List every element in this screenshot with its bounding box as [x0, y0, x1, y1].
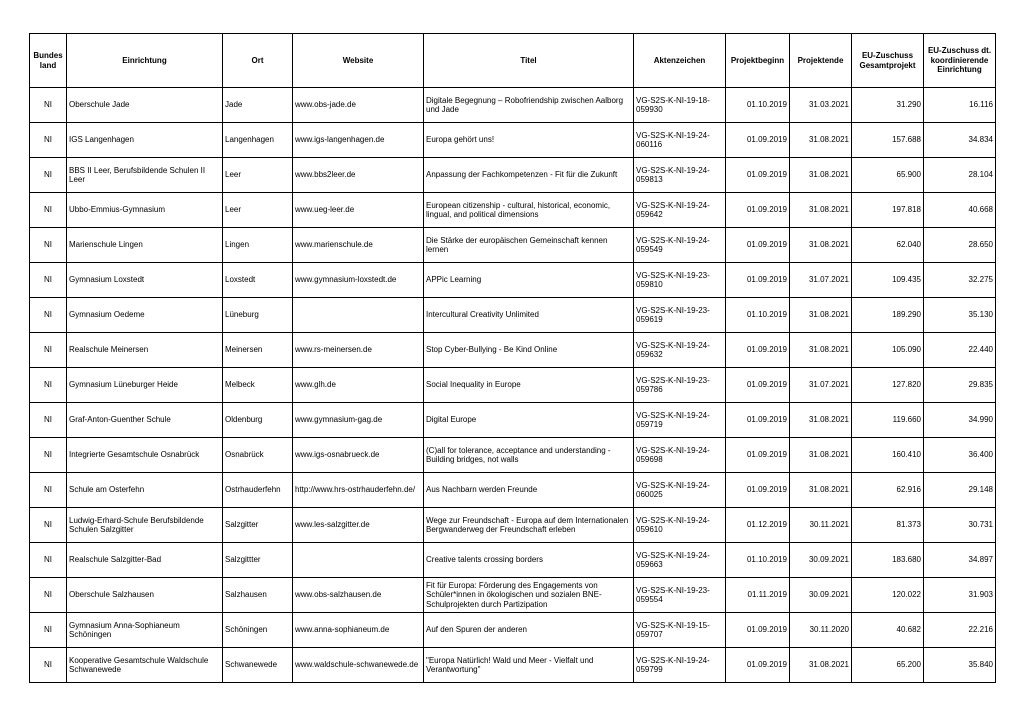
cell-ort: Schöningen — [223, 613, 293, 648]
cell-ort: Osnabrück — [223, 438, 293, 473]
cell-website: www.les-salzgitter.de — [293, 508, 424, 543]
cell-projektende: 31.08.2021 — [790, 473, 852, 508]
cell-aktenzeichen: VG-S2S-K-NI-19-23-059810 — [634, 263, 726, 298]
cell-aktenzeichen: VG-S2S-K-NI-19-23-059786 — [634, 368, 726, 403]
table-row — [30, 648, 996, 683]
cell-projektende: 30.11.2020 — [790, 613, 852, 648]
cell-projektbeginn: 01.10.2019 — [726, 88, 790, 123]
cell-einrichtung: BBS II Leer, Berufsbildende Schulen II Leer — [67, 158, 223, 193]
cell-projektende: 31.08.2021 — [790, 158, 852, 193]
cell-bundesland: NI — [30, 158, 67, 193]
cell-eu-zuschuss-koordinierend: 28.650 — [924, 228, 996, 263]
cell-projektende: 31.08.2021 — [790, 403, 852, 438]
cell-einrichtung: Graf-Anton-Guenther Schule — [67, 403, 223, 438]
table-row — [30, 298, 996, 333]
cell-projektende: 31.08.2021 — [790, 333, 852, 368]
cell-eu-zuschuss-koordinierend: 30.731 — [924, 508, 996, 543]
cell-titel: Social Inequality in Europe — [424, 368, 634, 403]
cell-aktenzeichen: VG-S2S-K-NI-19-24-059698 — [634, 438, 726, 473]
cell-ort: Salzgittter — [223, 543, 293, 578]
cell-projektende: 30.09.2021 — [790, 578, 852, 613]
cell-website: www.igs-osnabrueck.de — [293, 438, 424, 473]
cell-bundesland: NI — [30, 88, 67, 123]
cell-einrichtung: Schule am Osterfehn — [67, 473, 223, 508]
cell-website: www.bbs2leer.de — [293, 158, 424, 193]
table-row — [30, 403, 996, 438]
cell-projektbeginn: 01.09.2019 — [726, 473, 790, 508]
cell-website: www.obs-jade.de — [293, 88, 424, 123]
table-row — [30, 473, 996, 508]
cell-ort: Leer — [223, 158, 293, 193]
cell-titel: Digitale Begegnung – Robofriendship zwischen Aalborg und Jade — [424, 88, 634, 123]
cell-bundesland: NI — [30, 578, 67, 613]
cell-aktenzeichen: VG-S2S-K-NI-19-24-059632 — [634, 333, 726, 368]
cell-ort: Leer — [223, 193, 293, 228]
cell-titel: Wege zur Freundschaft - Europa auf dem Internationalen Bergwanderweg der Freundschaft erleben — [424, 508, 634, 543]
cell-einrichtung: Gymnasium Oedeme — [67, 298, 223, 333]
cell-eu-zuschuss-gesamt: 62.040 — [852, 228, 924, 263]
cell-aktenzeichen: VG-S2S-K-NI-19-24-060116 — [634, 123, 726, 158]
cell-ort: Lingen — [223, 228, 293, 263]
cell-eu-zuschuss-gesamt: 189.290 — [852, 298, 924, 333]
cell-bundesland: NI — [30, 613, 67, 648]
header-projektende: Projektende — [790, 34, 852, 88]
cell-bundesland: NI — [30, 473, 67, 508]
table-body — [30, 88, 996, 683]
cell-eu-zuschuss-gesamt: 127.820 — [852, 368, 924, 403]
cell-projektende: 31.08.2021 — [790, 123, 852, 158]
cell-ort: Jade — [223, 88, 293, 123]
cell-einrichtung: Ubbo-Emmius-Gymnasium — [67, 193, 223, 228]
cell-einrichtung: IGS Langenhagen — [67, 123, 223, 158]
cell-eu-zuschuss-gesamt: 183.680 — [852, 543, 924, 578]
cell-titel: Europa gehört uns! — [424, 123, 634, 158]
cell-bundesland: NI — [30, 263, 67, 298]
cell-projektende: 31.07.2021 — [790, 263, 852, 298]
cell-aktenzeichen: VG-S2S-K-NI-19-24-059549 — [634, 228, 726, 263]
table-row — [30, 228, 996, 263]
cell-eu-zuschuss-gesamt: 40.682 — [852, 613, 924, 648]
cell-aktenzeichen: VG-S2S-K-NI-19-24-059642 — [634, 193, 726, 228]
cell-ort: Ostrhauderfehn — [223, 473, 293, 508]
cell-projektbeginn: 01.12.2019 — [726, 508, 790, 543]
cell-titel: (C)all for tolerance, acceptance and understanding - Building bridges, not walls — [424, 438, 634, 473]
cell-projektbeginn: 01.09.2019 — [726, 403, 790, 438]
cell-aktenzeichen: VG-S2S-K-NI-19-24-059799 — [634, 648, 726, 683]
cell-bundesland: NI — [30, 123, 67, 158]
cell-projektbeginn: 01.11.2019 — [726, 578, 790, 613]
table-row — [30, 368, 996, 403]
cell-eu-zuschuss-koordinierend: 31.903 — [924, 578, 996, 613]
cell-titel: Intercultural Creativity Unlimited — [424, 298, 634, 333]
table-row — [30, 123, 996, 158]
cell-bundesland: NI — [30, 333, 67, 368]
cell-eu-zuschuss-koordinierend: 29.835 — [924, 368, 996, 403]
table-row — [30, 508, 996, 543]
cell-bundesland: NI — [30, 368, 67, 403]
cell-eu-zuschuss-gesamt: 160.410 — [852, 438, 924, 473]
cell-einrichtung: Oberschule Salzhausen — [67, 578, 223, 613]
cell-projektbeginn: 01.09.2019 — [726, 123, 790, 158]
cell-titel: European citizenship - cultural, historical, economic, lingual, and political dimensions — [424, 193, 634, 228]
cell-einrichtung: Kooperative Gesamtschule Waldschule Schwanewede — [67, 648, 223, 683]
cell-ort: Schwanewede — [223, 648, 293, 683]
cell-projektende: 31.08.2021 — [790, 193, 852, 228]
cell-einrichtung: Ludwig-Erhard-Schule Berufsbildende Schulen Salzgitter — [67, 508, 223, 543]
cell-ort: Oldenburg — [223, 403, 293, 438]
cell-projektbeginn: 01.10.2019 — [726, 298, 790, 333]
cell-projektende: 31.08.2021 — [790, 438, 852, 473]
table-row — [30, 438, 996, 473]
cell-titel: Aus Nachbarn werden Freunde — [424, 473, 634, 508]
cell-eu-zuschuss-koordinierend: 28.104 — [924, 158, 996, 193]
header-ort: Ort — [223, 34, 293, 88]
cell-einrichtung: Gymnasium Anna-Sophianeum Schöningen — [67, 613, 223, 648]
cell-aktenzeichen: VG-S2S-K-NI-19-24-060025 — [634, 473, 726, 508]
cell-projektende: 31.03.2021 — [790, 88, 852, 123]
cell-aktenzeichen: VG-S2S-K-NI-19-24-059813 — [634, 158, 726, 193]
table-row — [30, 333, 996, 368]
cell-projektbeginn: 01.09.2019 — [726, 613, 790, 648]
cell-projektbeginn: 01.09.2019 — [726, 333, 790, 368]
cell-aktenzeichen: VG-S2S-K-NI-19-23-059554 — [634, 578, 726, 613]
cell-ort: Melbeck — [223, 368, 293, 403]
cell-einrichtung: Marienschule Lingen — [67, 228, 223, 263]
header-projektbeginn: Projektbeginn — [726, 34, 790, 88]
cell-eu-zuschuss-koordinierend: 40.668 — [924, 193, 996, 228]
header-eu-zuschuss-koordinierend: EU-Zuschuss dt. koordinierende Einrichtung — [924, 34, 996, 88]
cell-ort: Salzgitter — [223, 508, 293, 543]
cell-eu-zuschuss-koordinierend: 34.897 — [924, 543, 996, 578]
cell-eu-zuschuss-gesamt: 62.916 — [852, 473, 924, 508]
cell-aktenzeichen: VG-S2S-K-NI-19-15-059707 — [634, 613, 726, 648]
header-titel: Titel — [424, 34, 634, 88]
cell-titel: Creative talents crossing borders — [424, 543, 634, 578]
header-row — [30, 34, 996, 88]
cell-eu-zuschuss-koordinierend: 16.116 — [924, 88, 996, 123]
cell-eu-zuschuss-gesamt: 65.900 — [852, 158, 924, 193]
cell-bundesland: NI — [30, 508, 67, 543]
cell-eu-zuschuss-gesamt: 109.435 — [852, 263, 924, 298]
cell-eu-zuschuss-gesamt: 119.660 — [852, 403, 924, 438]
cell-website: http://www.hrs-ostrhauderfehn.de/ — [293, 473, 424, 508]
cell-titel: APPic Learning — [424, 263, 634, 298]
header-aktenzeichen: Aktenzeichen — [634, 34, 726, 88]
cell-titel: Digital Europe — [424, 403, 634, 438]
cell-aktenzeichen: VG-S2S-K-NI-19-24-059610 — [634, 508, 726, 543]
cell-projektbeginn: 01.09.2019 — [726, 193, 790, 228]
cell-ort: Meinersen — [223, 333, 293, 368]
cell-website: www.ueg-leer.de — [293, 193, 424, 228]
table-row — [30, 613, 996, 648]
cell-eu-zuschuss-koordinierend: 36.400 — [924, 438, 996, 473]
cell-titel: Anpassung der Fachkompetenzen - Fit für die Zukunft — [424, 158, 634, 193]
cell-projektende: 31.08.2021 — [790, 298, 852, 333]
cell-eu-zuschuss-gesamt: 81.373 — [852, 508, 924, 543]
cell-website: www.obs-salzhausen.de — [293, 578, 424, 613]
header-eu-zuschuss-gesamt: EU-Zuschuss Gesamtprojekt — [852, 34, 924, 88]
cell-ort: Langenhagen — [223, 123, 293, 158]
cell-website: www.marienschule.de — [293, 228, 424, 263]
cell-einrichtung: Gymnasium Lüneburger Heide — [67, 368, 223, 403]
cell-website: www.waldschule-schwanewede.de — [293, 648, 424, 683]
cell-website: www.glh.de — [293, 368, 424, 403]
cell-eu-zuschuss-koordinierend: 22.440 — [924, 333, 996, 368]
cell-aktenzeichen: VG-S2S-K-NI-19-23-059619 — [634, 298, 726, 333]
cell-bundesland: NI — [30, 403, 67, 438]
cell-projektbeginn: 01.09.2019 — [726, 438, 790, 473]
cell-einrichtung: Realschule Salzgitter-Bad — [67, 543, 223, 578]
cell-eu-zuschuss-koordinierend: 29.148 — [924, 473, 996, 508]
cell-eu-zuschuss-gesamt: 31.290 — [852, 88, 924, 123]
table-row — [30, 263, 996, 298]
cell-website: www.anna-sophianeum.de — [293, 613, 424, 648]
table-row — [30, 543, 996, 578]
cell-aktenzeichen: VG-S2S-K-NI-19-24-059663 — [634, 543, 726, 578]
cell-projektende: 30.11.2021 — [790, 508, 852, 543]
cell-website: www.rs-meinersen.de — [293, 333, 424, 368]
cell-bundesland: NI — [30, 298, 67, 333]
cell-aktenzeichen: VG-S2S-K-NI-19-18-059930 — [634, 88, 726, 123]
cell-aktenzeichen: VG-S2S-K-NI-19-24-059719 — [634, 403, 726, 438]
cell-eu-zuschuss-koordinierend: 22.216 — [924, 613, 996, 648]
cell-eu-zuschuss-koordinierend: 32.275 — [924, 263, 996, 298]
project-table — [29, 33, 996, 683]
cell-einrichtung: Realschule Meinersen — [67, 333, 223, 368]
cell-eu-zuschuss-gesamt: 120.022 — [852, 578, 924, 613]
table-row — [30, 578, 996, 613]
cell-bundesland: NI — [30, 228, 67, 263]
cell-projektbeginn: 01.09.2019 — [726, 368, 790, 403]
header-einrichtung: Einrichtung — [67, 34, 223, 88]
cell-bundesland: NI — [30, 438, 67, 473]
cell-titel: Auf den Spuren der anderen — [424, 613, 634, 648]
cell-ort: Salzhausen — [223, 578, 293, 613]
cell-website: www.igs-langenhagen.de — [293, 123, 424, 158]
cell-website: www.gymnasium-loxstedt.de — [293, 263, 424, 298]
cell-einrichtung: Oberschule Jade — [67, 88, 223, 123]
cell-projektbeginn: 01.09.2019 — [726, 648, 790, 683]
cell-ort: Lüneburg — [223, 298, 293, 333]
cell-titel: Die Stärke der europäischen Gemeinschaft kennen lernen — [424, 228, 634, 263]
cell-bundesland: NI — [30, 543, 67, 578]
cell-projektbeginn: 01.09.2019 — [726, 263, 790, 298]
cell-titel: Stop Cyber-Bullying - Be Kind Online — [424, 333, 634, 368]
cell-titel: "Europa Natürlich! Wald und Meer - Vielfalt und Verantwortung" — [424, 648, 634, 683]
cell-projektbeginn: 01.09.2019 — [726, 158, 790, 193]
cell-eu-zuschuss-gesamt: 105.090 — [852, 333, 924, 368]
cell-website — [293, 298, 424, 333]
cell-projektbeginn: 01.10.2019 — [726, 543, 790, 578]
cell-projektende: 31.08.2021 — [790, 228, 852, 263]
cell-projektende: 31.07.2021 — [790, 368, 852, 403]
table-row — [30, 88, 996, 123]
cell-projektende: 31.08.2021 — [790, 648, 852, 683]
cell-bundesland: NI — [30, 193, 67, 228]
table-row — [30, 193, 996, 228]
header-website: Website — [293, 34, 424, 88]
cell-eu-zuschuss-gesamt: 157.688 — [852, 123, 924, 158]
cell-bundesland: NI — [30, 648, 67, 683]
cell-eu-zuschuss-koordinierend: 35.130 — [924, 298, 996, 333]
cell-website — [293, 543, 424, 578]
header-bundesland: Bundes land — [30, 34, 67, 88]
cell-eu-zuschuss-gesamt: 197.818 — [852, 193, 924, 228]
table-row — [30, 158, 996, 193]
cell-einrichtung: Gymnasium Loxstedt — [67, 263, 223, 298]
cell-titel: Fit für Europa: Förderung des Engagements von Schüler*innen in ökologischen und sozialen BNE-Schulprojekten durch Partizipation — [424, 578, 634, 613]
cell-eu-zuschuss-koordinierend: 35.840 — [924, 648, 996, 683]
cell-eu-zuschuss-koordinierend: 34.834 — [924, 123, 996, 158]
cell-eu-zuschuss-gesamt: 65.200 — [852, 648, 924, 683]
cell-website: www.gymnasium-gag.de — [293, 403, 424, 438]
cell-eu-zuschuss-koordinierend: 34.990 — [924, 403, 996, 438]
cell-projektende: 30.09.2021 — [790, 543, 852, 578]
cell-ort: Loxstedt — [223, 263, 293, 298]
cell-einrichtung: Integrierte Gesamtschule Osnabrück — [67, 438, 223, 473]
cell-projektbeginn: 01.09.2019 — [726, 228, 790, 263]
